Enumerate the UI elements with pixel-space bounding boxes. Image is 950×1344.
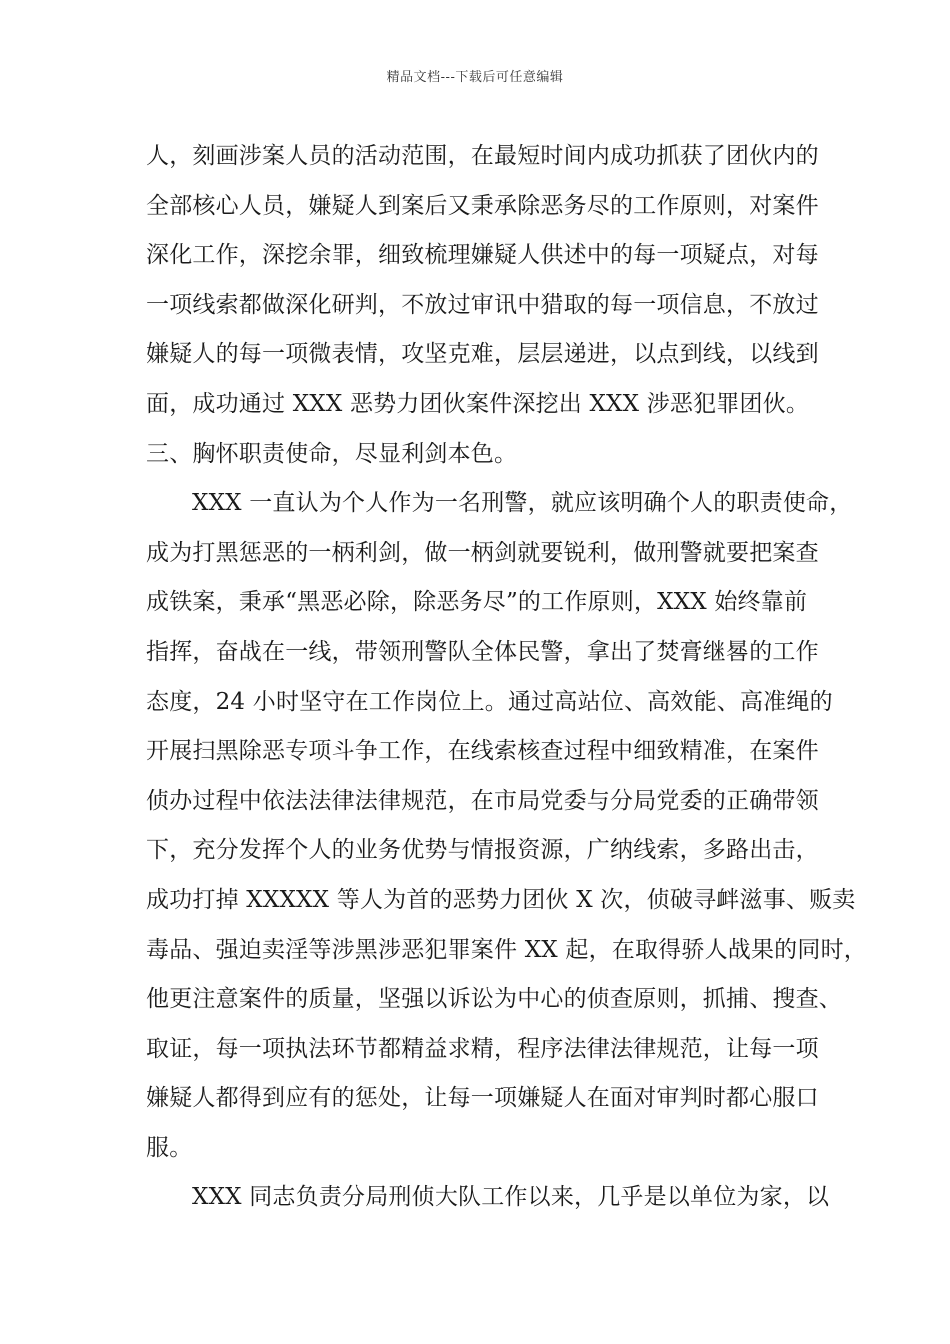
text-line: 面，成功通过 XXX 恶势力团伙案件深挖出 XXX 涉恶犯罪团伙。	[146, 390, 810, 417]
text-line: 成铁案，秉承“黑恶必除，除恶务尽”的工作原则，XXX 始终靠前	[146, 589, 808, 616]
text-line: 指挥，奋战在一线，带领刑警队全体民警，拿出了焚膏继晷的工作	[146, 638, 819, 665]
text-line: 下，充分发挥个人的业务优势与情报资源，广纳线索，多路出击，	[146, 837, 819, 864]
text-line: 嫌疑人的每一项微表情，攻坚克难，层层递进，以点到线，以线到	[146, 341, 819, 368]
document-body	[146, 132, 867, 1223]
text-line: 成功打掉 XXXXX 等人为首的恶势力团伙 X 次，侦破寻衅滋事、贩卖	[146, 886, 856, 913]
text-line: 成为打黑惩恶的一柄利剑，做一柄剑就要锐利，做刑警就要把案查	[146, 539, 819, 566]
text-line: 一项线索都做深化研判，不放过审讯中猎取的每一项信息，不放过	[146, 291, 819, 318]
paragraph-first-line: XXX 同志负责分局刑侦大队工作以来，几乎是以单位为家，以	[192, 1184, 830, 1211]
text-line: 态度，24 小时坚守在工作岗位上。通过高站位、高效能、高准绳的	[146, 688, 833, 715]
page-header: 精品文档---下载后可任意编辑	[386, 70, 564, 85]
text-line: 全部核心人员，嫌疑人到案后又秉承除恶务尽的工作原则，对案件	[146, 192, 819, 219]
text-line: 服。	[146, 1134, 193, 1161]
text-line: 侦办过程中依法法律法律规范，在市局党委与分局党委的正确带领	[146, 787, 819, 814]
text-line: 人，刻画涉案人员的活动范围，在最短时间内成功抓获了团伙内的	[146, 143, 819, 169]
section-heading: 三、胸怀职责使命，尽显利剑本色。	[146, 440, 518, 467]
paragraph-first-line: XXX 一直认为个人作为一名刑警，就应该明确个人的职责使命，	[192, 490, 853, 517]
text-line: 开展扫黑除恶专项斗争工作，在线索核查过程中细致精准，在案件	[146, 738, 819, 765]
text-line: 毒品、强迫卖淫等涉黑涉恶犯罪案件 XX 起，在取得骄人战果的同时，	[146, 936, 867, 963]
text-line: 他更注意案件的质量，坚强以诉讼为中心的侦查原则，抓捕、搜查、	[146, 986, 842, 1013]
text-line: 取证，每一项执法环节都精益求精，程序法律法律规范，让每一项	[146, 1035, 819, 1062]
text-line: 嫌疑人都得到应有的惩处，让每一项嫌疑人在面对审判时都心服口	[146, 1085, 819, 1112]
text-line: 深化工作，深挖余罪，细致梳理嫌疑人供述中的每一项疑点，对每	[146, 242, 819, 269]
